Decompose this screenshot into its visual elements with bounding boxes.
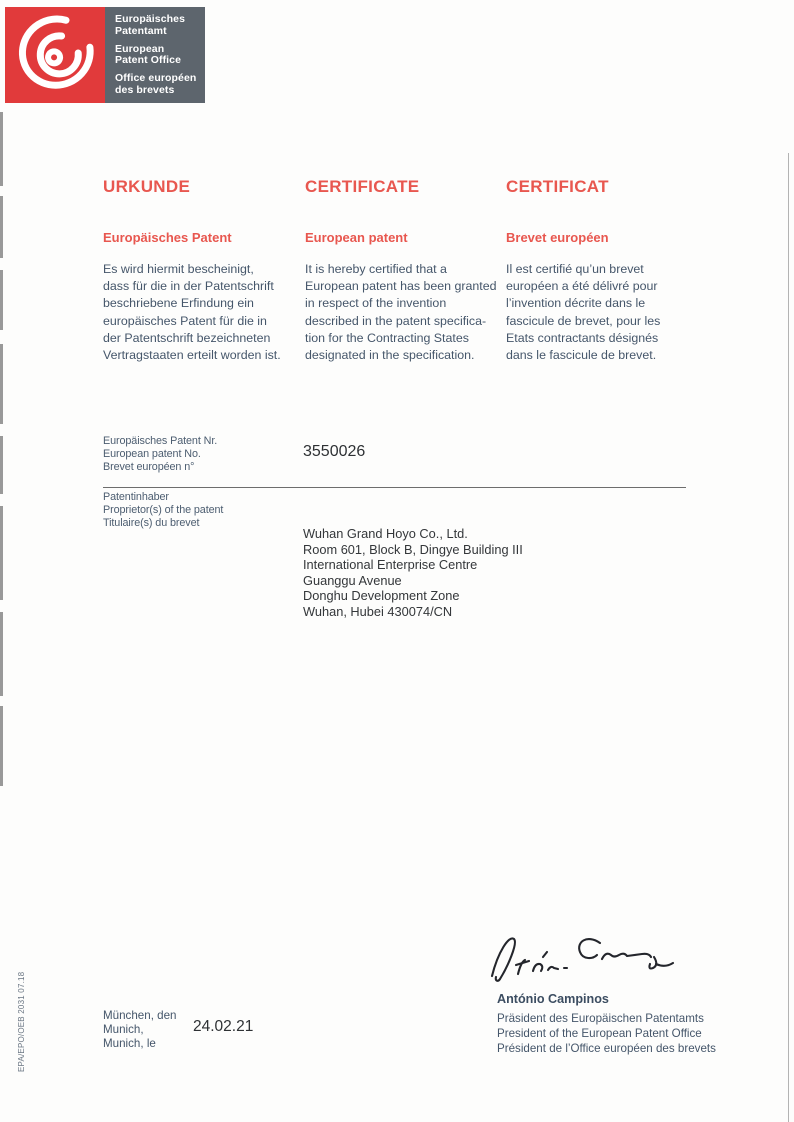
issue-place-labels: München, den Munich, Munich, le xyxy=(103,1009,177,1050)
president-titles: Präsident des Europäischen Patentamts President of the European Patent Office Président de l’Office européen des brevets xyxy=(497,1012,716,1055)
column-body-fr: Il est certifié qu’un brevet européen a été délivré pour l’invention décrite dans le fascicule de brevet, pour les Etats contractants désignés dans le fascicule de brevet. xyxy=(506,262,661,363)
scan-left-edge-mark xyxy=(0,706,3,786)
form-code-vertical: EPA/EPO/OEB 2031 07.18 xyxy=(17,971,26,1072)
scan-right-edge-line xyxy=(788,153,789,1122)
scan-left-edge-mark xyxy=(0,112,3,186)
proprietor-address: Wuhan Grand Hoyo Co., Ltd. Room 601, Block B, Dingye Building III International Enterprise Centre Guanggu Avenue Donghu Development Zone Wuhan, Hubei 430074/CN xyxy=(303,526,523,619)
epo-logo-name-panel xyxy=(105,7,205,103)
scan-left-edge-mark xyxy=(0,436,3,494)
column-subtitle-fr: Brevet européen xyxy=(506,230,609,245)
epo-name-en: European Patent Office xyxy=(115,42,182,66)
scan-left-edge-mark xyxy=(0,344,3,424)
column-title-en: CERTIFICATE xyxy=(305,177,420,196)
president-name: António Campinos xyxy=(497,992,609,1006)
president-signature-icon xyxy=(488,930,678,988)
column-body-en: It is hereby certified that a European patent has been granted in respect of the invention described in the patent specifica- tion for the Contracting States designated in the specification. xyxy=(305,262,497,363)
scan-left-edge-mark xyxy=(0,506,3,600)
epo-name-fr: Office européen des brevets xyxy=(115,72,197,96)
column-title-de: URKUNDE xyxy=(103,177,191,196)
scan-left-edge-mark xyxy=(0,612,3,696)
epo-spiral-icon xyxy=(5,7,105,103)
scan-left-edge-mark xyxy=(0,196,3,258)
epo-logo-red-panel xyxy=(5,7,105,103)
patent-number-labels: Europäisches Patent Nr. European patent No. Brevet européen n° xyxy=(103,435,218,474)
proprietor-labels: Patentinhaber Proprietor(s) of the patent Titulaire(s) du brevet xyxy=(103,491,224,530)
divider-line xyxy=(103,487,686,488)
epo-name-de: Europäisches Patentamt xyxy=(115,13,186,37)
column-body-de: Es wird hiermit bescheinigt, dass für die in der Patentschrift beschriebene Erfindung ein europäisches Patent für die in der Patentschrift bezeichneten Vertragstaaten erteilt worden ist. xyxy=(103,262,281,363)
column-title-fr: CERTIFICAT xyxy=(506,177,609,196)
column-subtitle-en: European patent xyxy=(305,230,408,245)
patent-number-value: 3550026 xyxy=(303,443,366,460)
scan-left-edge-mark xyxy=(0,270,3,330)
column-subtitle-de: Europäisches Patent xyxy=(103,230,232,245)
issue-date-value: 24.02.21 xyxy=(193,1018,254,1035)
epo-logo xyxy=(5,7,205,103)
